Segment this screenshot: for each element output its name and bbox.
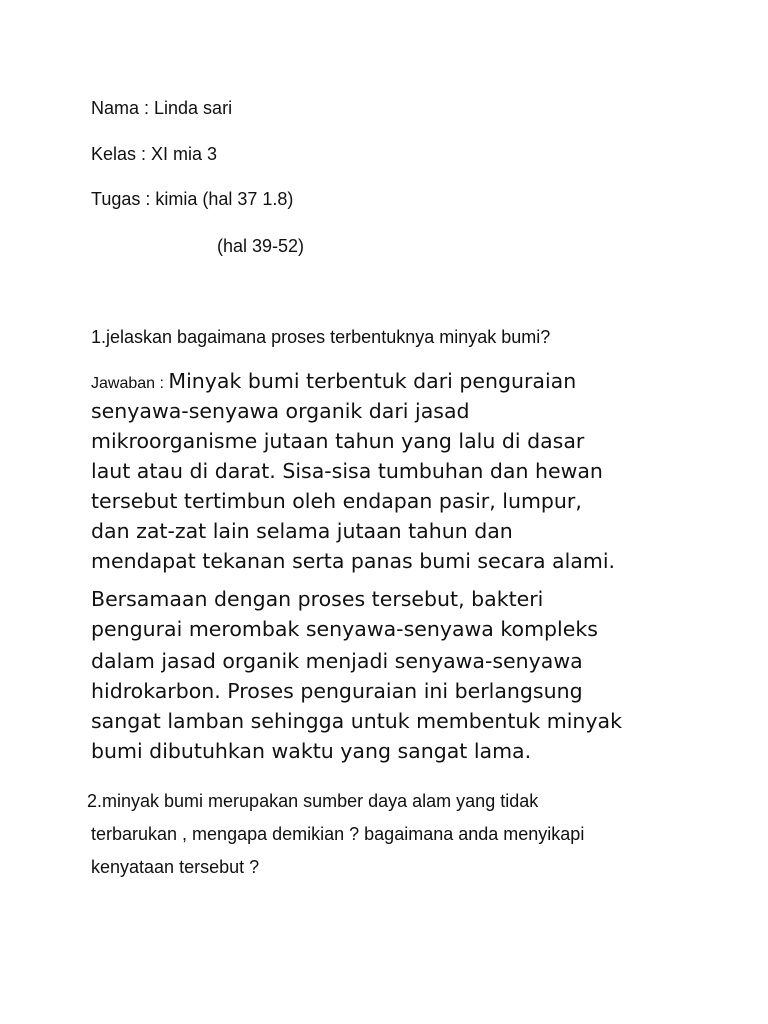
answer-1-line-5: dan zat-zat lain selama jutaan tahun dan — [91, 519, 513, 543]
assignment-pages: (hal 39-52) — [217, 236, 305, 256]
student-class: Kelas : XI mia 3 — [91, 144, 218, 164]
student-name: Nama : Linda sari — [91, 98, 233, 118]
answer-1-line-7: Bersamaan dengan proses tersebut, bakteri — [91, 587, 544, 611]
answer-1-line-9: dalam jasad organik menjadi senyawa-senyawa — [91, 649, 583, 673]
answer-1-line-0: Jawaban : Minyak bumi terbentuk dari penguraian — [91, 369, 577, 393]
answer-1-line-1: senyawa-senyawa organik dari jasad — [91, 399, 470, 423]
answer-1-line-2: mikroorganisme jutaan tahun yang lalu di dasar — [91, 429, 585, 453]
answer-1-line-4: tersebut tertimbun oleh endapan pasir, lumpur, — [91, 489, 582, 513]
answer-1-line-3: laut atau di darat. Sisa-sisa tumbuhan dan hewan — [91, 459, 603, 483]
question-2-line-1: terbarukan , mengapa demikian ? bagaimana anda menyikapi — [91, 824, 585, 844]
assignment-info: Tugas : kimia (hal 37 1.8) — [91, 189, 294, 209]
question-1: 1.jelaskan bagaimana proses terbentuknya minyak bumi? — [91, 327, 551, 347]
answer-label: Jawaban : — [91, 375, 169, 392]
answer-1-line-8: pengurai merombak senyawa-senyawa kompleks — [91, 617, 598, 641]
answer-1-line-11: sangat lamban sehingga untuk membentuk minyak — [91, 709, 622, 733]
answer-1-line-10: hidrokarbon. Proses penguraian ini berlangsung — [91, 679, 583, 703]
answer-1-line-6: mendapat tekanan serta panas bumi secara alami. — [91, 549, 616, 573]
answer-1-line-12: bumi dibutuhkan waktu yang sangat lama. — [91, 739, 532, 763]
question-2-line-0: 2.minyak bumi merupakan sumber daya alam yang tidak — [87, 791, 539, 811]
question-2-line-2: kenyataan tersebut ? — [91, 857, 260, 877]
